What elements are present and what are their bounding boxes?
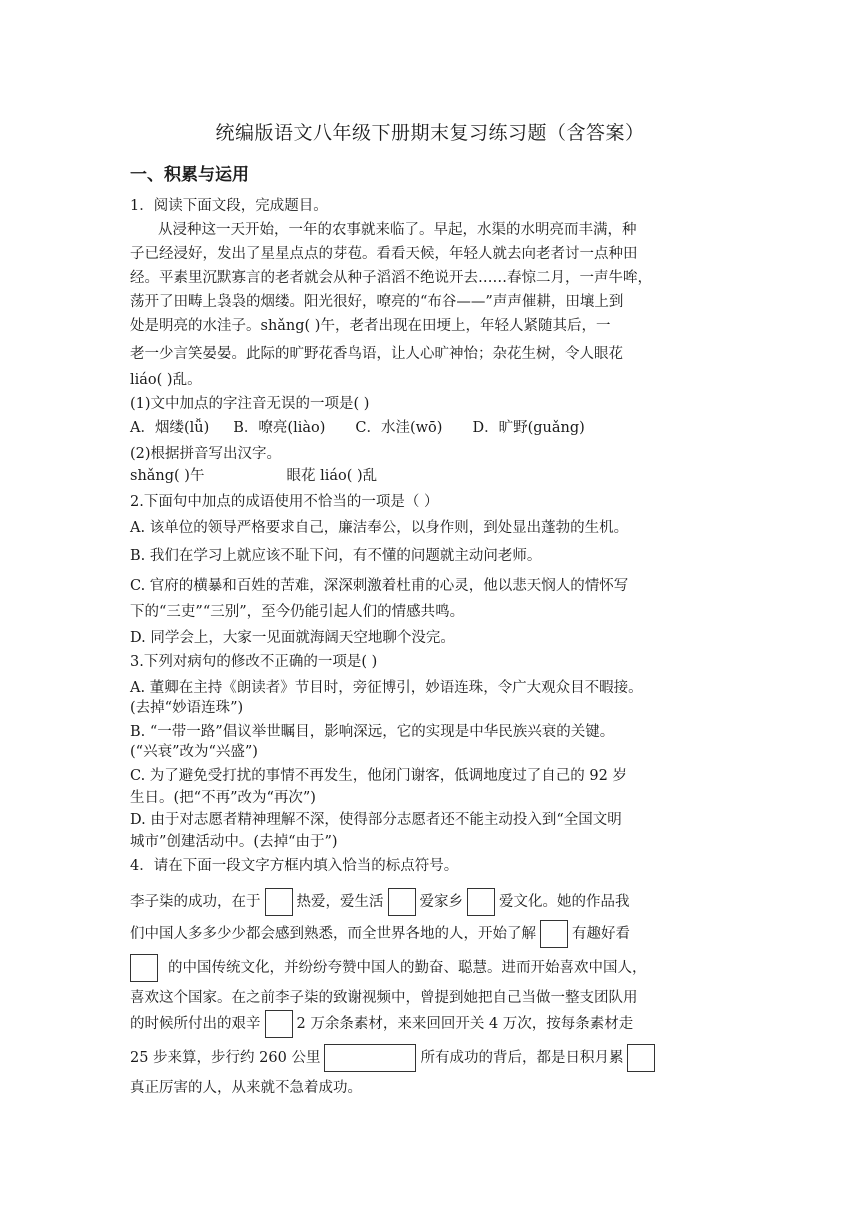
q2-heading: 2.下面句中加点的成语使用不恰当的一项是（ ）	[130, 494, 439, 510]
punctuation-box[interactable]	[265, 888, 293, 916]
option-c: C．水洼(wō)	[355, 420, 443, 436]
punctuation-box[interactable]	[540, 920, 568, 948]
q1-passage-line: 子已经浸好，发出了星星点点的芽苞。看看天候，年轻人就去向老者讨一点种田	[130, 246, 638, 262]
q3-option-c: C. 为了避免受打扰的事情不再发生，他闭门谢客，低调地度过了自己的 92 岁	[130, 768, 627, 784]
punctuation-box[interactable]	[130, 954, 158, 982]
q2-option-c: C. 官府的横暴和百姓的苦难，深深刺激着杜甫的心灵，他以悲天悯人的情怀写	[130, 578, 629, 594]
section-heading: 一、积累与运用	[130, 165, 249, 185]
q3-option-d-note: 城市”创建活动中。(去掉“由于”)	[130, 834, 338, 850]
punctuation-box[interactable]	[627, 1044, 655, 1072]
q3-option-b: B. “一带一路”倡议举世瞩目，影响深远，它的实现是中华民族兴衰的关键。	[130, 724, 615, 740]
q3-option-a: A. 董卿在主持《朗读者》节目时，旁征博引，妙语连珠，令广大观众目不暇接。	[130, 680, 643, 696]
option-d: D．旷野(guǎng)	[472, 420, 585, 436]
q4-passage-line: 真正厉害的人，从来就不急着成功。	[130, 1080, 362, 1096]
q1-passage-line: 荡开了田畴上袅袅的烟缕。阳光很好，嘹亮的“布谷——”声声催耕，田壤上到	[130, 294, 624, 310]
q1-passage-line: 经。平素里沉默寡言的老者就会从种子滔滔不绝说开去……春惊二月，一声牛哞，	[130, 270, 652, 286]
option-b: B．嘹亮(liào)	[233, 420, 326, 436]
q4-passage-line: 25 步来算，步行约 260 公里 所有成功的背后，都是日积月累	[130, 1044, 730, 1072]
q1-sub-question-1: (1)文中加点的字注音无误的一项是( )	[130, 396, 370, 412]
q4-passage-line: 们中国人多多少少都会感到熟悉，而全世界各地的人，开始了解 有趣好看	[130, 920, 730, 948]
q1-heading: 1．阅读下面文段，完成题目。	[130, 198, 328, 214]
fill-blank-1: shǎng( )午	[130, 468, 205, 484]
q4-passage-line: 的中国传统文化，并纷纷夸赞中国人的勤奋、聪慧。进而开始喜欢中国人，	[130, 954, 730, 982]
q4-passage-line: 喜欢这个国家。在之前李子柒的致谢视频中，曾提到她把自己当做一整支团队用	[130, 990, 638, 1006]
q1-fill-line	[130, 466, 730, 486]
q2-option-b: B. 我们在学习上就应该不耻下问，有不懂的问题就主动问老师。	[130, 548, 542, 564]
q1-sub-question-2: (2)根据拼音写出汉字。	[130, 446, 282, 462]
q4-heading: 4．请在下面一段文字方框内填入恰当的标点符号。	[130, 858, 459, 874]
punctuation-box[interactable]	[388, 888, 416, 916]
option-a: A．烟缕(lǚ)	[130, 420, 210, 436]
q2-option-a: A. 该单位的领导严格要求自己，廉洁奉公，以身作则，到处显出蓬勃的生机。	[130, 520, 629, 536]
q1-passage-line: 老一少言笑晏晏。此际的旷野花香鸟语，让人心旷神怡；杂花生树，令人眼花	[130, 346, 623, 362]
q4-passage-line: 的时候所付出的艰辛 2 万余条素材，来来回回开关 4 万次，按每条素材走	[130, 1010, 730, 1038]
q1-passage-line: 从浸种这一天开始，一年的农事就来临了。早起，水渠的水明亮而丰满，种	[158, 222, 637, 238]
q2-option-c-cont: 下的“三吏”“三别”，至今仍能引起人们的情感共鸣。	[130, 604, 465, 620]
punctuation-box-wide[interactable]	[324, 1044, 416, 1072]
q2-option-d: D. 同学会上，大家一见面就海阔天空地聊个没完。	[130, 630, 455, 646]
q3-option-a-note: (去掉“妙语连珠”)	[130, 700, 244, 716]
q3-heading: 3.下列对病句的修改不正确的一项是( )	[130, 654, 378, 670]
q1-passage-line: 处是明亮的水洼子。shǎng( )午，老者出现在田埂上，年轻人紧随其后，一	[130, 318, 611, 334]
q3-option-d: D. 由于对志愿者精神理解不深，使得部分志愿者还不能主动投入到“全国文明	[130, 812, 622, 828]
q1-passage-line: liáo( )乱。	[130, 372, 202, 388]
q4-passage-line: 李子柒的成功，在于 热爱，爱生活 爱家乡 爱文化。她的作品我	[130, 888, 730, 916]
fill-blank-2: 眼花 liáo( )乱	[286, 468, 378, 484]
punctuation-box[interactable]	[265, 1010, 293, 1038]
q3-option-b-note: (“兴衰”改为“兴盛”)	[130, 744, 258, 760]
document-title: 统编版语文八年级下册期末复习练习题（含答案）	[215, 122, 645, 144]
q1-options	[130, 418, 730, 438]
punctuation-box[interactable]	[467, 888, 495, 916]
q3-option-c-note: 生日。(把“不再”改为“再次”)	[130, 790, 316, 806]
